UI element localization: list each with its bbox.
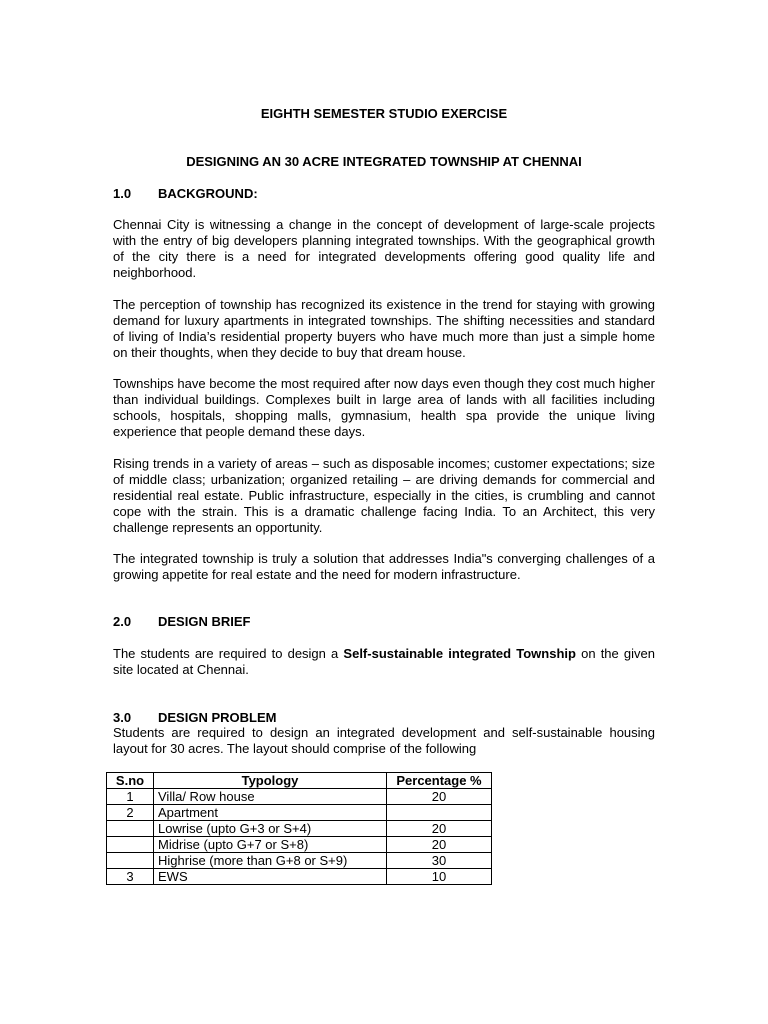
table-cell-typology: Highrise (more than G+8 or S+9) bbox=[154, 853, 387, 869]
table-cell-sno bbox=[107, 821, 154, 837]
table-cell-sno: 1 bbox=[107, 789, 154, 805]
table-row bbox=[107, 869, 492, 885]
table-row bbox=[107, 837, 492, 853]
table-header-typology: Typology bbox=[154, 773, 387, 789]
table-cell-sno: 3 bbox=[107, 869, 154, 885]
table-cell-sno bbox=[107, 837, 154, 853]
paragraph: Rising trends in a variety of areas – such as disposable incomes; customer expectations; size of middle class; urbanization; organized retailing – are driving demands for commercial and residential real estate. Public infrastructure, especially in the cities, is crumbling and cannot cope with the strain. This is a dramatic challenge facing India. To an Architect, this very challenge represents an opportunity. bbox=[113, 456, 655, 535]
table-cell-percentage: 20 bbox=[387, 821, 492, 837]
table-cell-sno: 2 bbox=[107, 805, 154, 821]
table-header-sno: S.no bbox=[107, 773, 154, 789]
table-cell-typology: Villa/ Row house bbox=[154, 789, 387, 805]
paragraph: Townships have become the most required after now days even though they cost much higher than individual buildings. Complexes built in large area of lands with all facilities including schools, hospitals, shopping malls, gymnasium, health spa provide the unique living experience that people demand these days. bbox=[113, 376, 655, 439]
document-subtitle: DESIGNING AN 30 ACRE INTEGRATED TOWNSHIP AT CHENNAI bbox=[186, 154, 582, 169]
document-title: EIGHTH SEMESTER STUDIO EXERCISE bbox=[260, 106, 508, 121]
brief-text-before: The students are required to design a bbox=[113, 646, 344, 661]
section-number: 1.0 bbox=[113, 186, 132, 201]
table-cell-percentage: 10 bbox=[387, 869, 492, 885]
paragraph: Chennai City is witnessing a change in the concept of development of large-scale projects with the entry of big developers planning integrated townships. With the geographical growth of the city there is a need for integrated developments offering good quality life and neighborhood. bbox=[113, 217, 655, 280]
table-header-percentage: Percentage % bbox=[387, 773, 492, 789]
table-cell-typology: Apartment bbox=[154, 805, 387, 821]
table-cell-percentage: 20 bbox=[387, 837, 492, 853]
table-cell-percentage: 30 bbox=[387, 853, 492, 869]
section-title: DESIGN BRIEF bbox=[158, 614, 251, 629]
section-heading-background bbox=[113, 186, 258, 201]
section-number: 2.0 bbox=[113, 614, 132, 629]
section-title: BACKGROUND: bbox=[158, 186, 258, 201]
table-cell-typology: EWS bbox=[154, 869, 387, 885]
table-cell-sno bbox=[107, 853, 154, 869]
section-number: 3.0 bbox=[113, 710, 132, 725]
brief-text-bold: Self-sustainable integrated Township bbox=[343, 646, 576, 661]
problem-paragraph: Students are required to design an integrated development and self-sustainable housing layout for 30 acres. The layout should comprise of the following bbox=[113, 725, 655, 756]
table-cell-percentage bbox=[387, 805, 492, 821]
table-header-row bbox=[107, 773, 492, 789]
section-title: DESIGN PROBLEM bbox=[158, 710, 277, 725]
table-cell-percentage: 20 bbox=[387, 789, 492, 805]
table-row bbox=[107, 821, 492, 837]
table-cell-typology: Lowrise (upto G+3 or S+4) bbox=[154, 821, 387, 837]
brief-paragraph bbox=[113, 646, 655, 678]
typology-table bbox=[106, 772, 492, 885]
section-heading-brief bbox=[113, 614, 250, 629]
section-heading-problem bbox=[113, 710, 276, 725]
brief-text-after: on the given site located at Chennai. bbox=[113, 646, 655, 677]
paragraph: The integrated township is truly a solution that addresses India"s converging challenges of a growing appetite for real estate and the need for modern infrastructure. bbox=[113, 551, 655, 582]
table-row bbox=[107, 853, 492, 869]
table-row bbox=[107, 789, 492, 805]
table-row bbox=[107, 805, 492, 821]
table-cell-typology: Midrise (upto G+7 or S+8) bbox=[154, 837, 387, 853]
paragraph: The perception of township has recognized its existence in the trend for staying with growing demand for luxury apartments in integrated townships. The shifting necessities and standard of living of India’s residential property buyers who have much more than just a simple home on their thoughts, when they decide to buy that dream house. bbox=[113, 297, 655, 360]
